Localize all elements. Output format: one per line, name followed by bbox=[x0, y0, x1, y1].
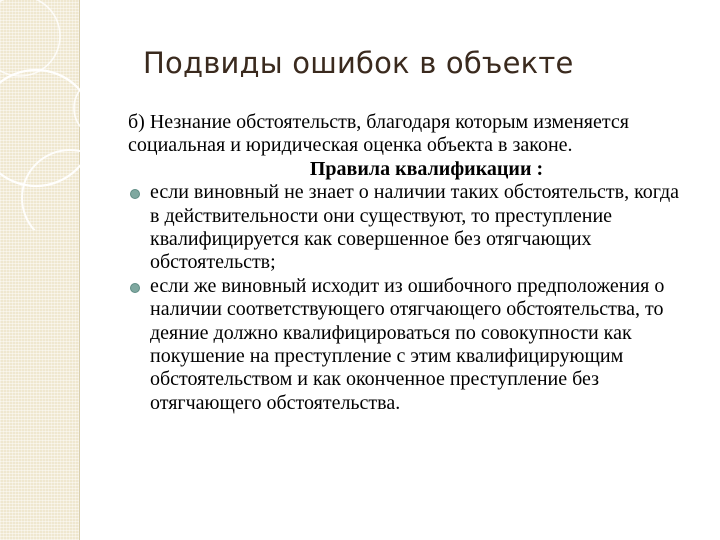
intro-paragraph: б) Незнание обстоятельств, благодаря которым изменяется социальная и юридическая оценка объекта в законе. bbox=[128, 111, 629, 157]
bullet-dot-icon bbox=[130, 283, 140, 293]
slide-body bbox=[128, 111, 693, 415]
list-item-text: если же виновный исходит из ошибочного предположения о наличии соответствующего отягчающего обстоятельства, то деяние должно квалифицироваться по совокупности как покушение на преступление с этим квалифицирующим обстоятельством и как оконченное преступление без отягчающего обстоятельства. bbox=[150, 274, 665, 414]
bullet-dot-icon bbox=[130, 189, 140, 199]
rules-list bbox=[128, 181, 693, 415]
circle-ornament-icon bbox=[0, 0, 130, 230]
list-item bbox=[128, 181, 693, 275]
slide-title: Подвиды ошибок в объекте bbox=[143, 46, 574, 80]
list-item bbox=[128, 275, 693, 415]
list-item-text: если виновный не знает о наличии таких обстоятельств, когда в действительности они существуют, то преступление квалифицируется как совершенное без отягчающих обстоятельств; bbox=[150, 181, 680, 274]
rules-heading: Правила квалификации : bbox=[309, 157, 544, 180]
